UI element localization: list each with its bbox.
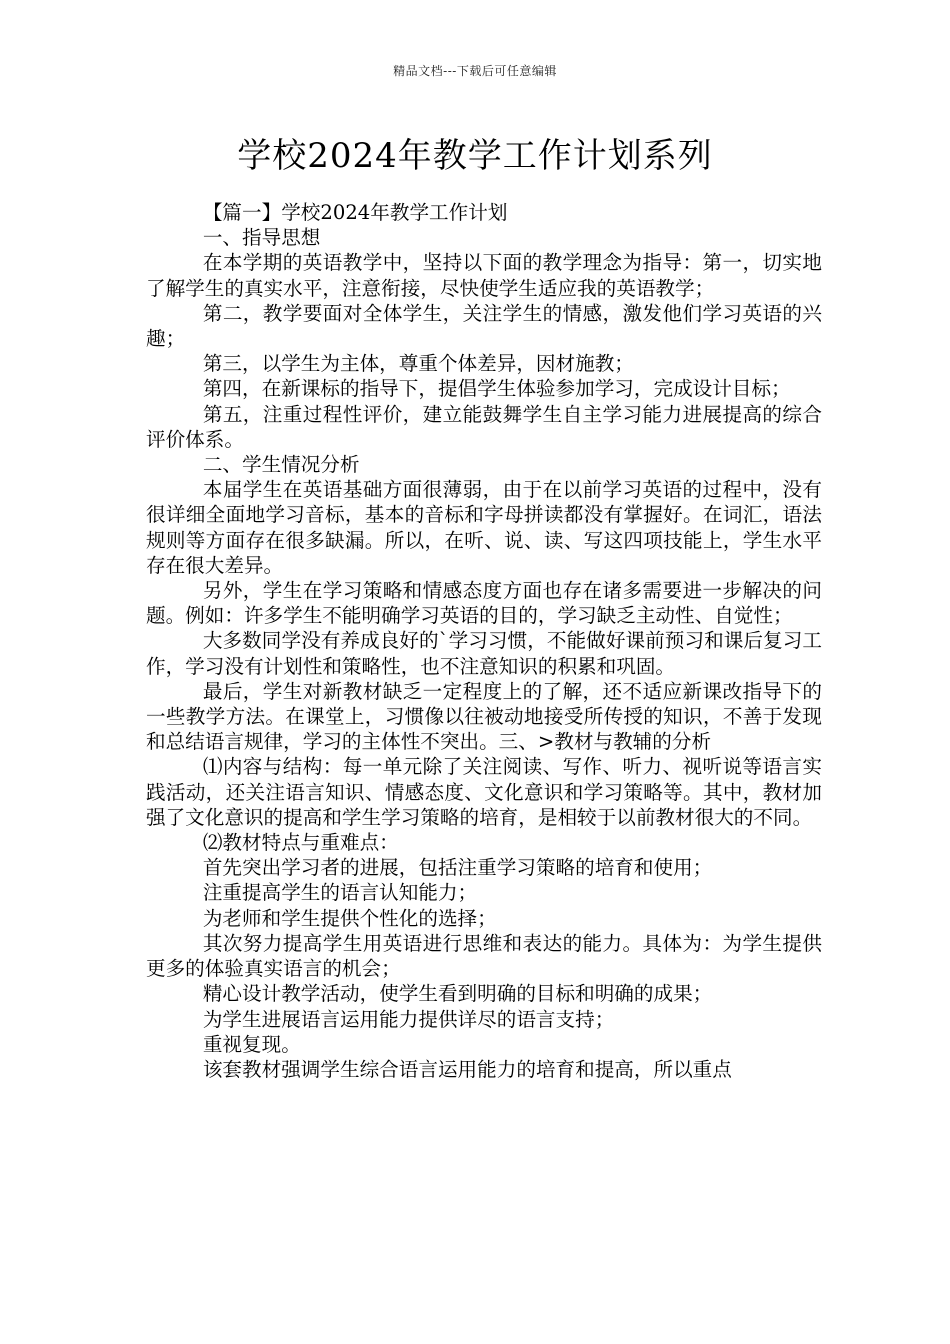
paragraph: 第三，以学生为主体，尊重个体差异，因材施教； [202, 352, 634, 376]
paragraph: 为老师和学生提供个性化的选择； [202, 906, 497, 930]
paragraph: 在本学期的英语教学中，坚持以下面的教学理念为指导：第一，切实地了解学生的真实水平，注意衔接，尽快使学生适应我的英语教学； [146, 251, 822, 300]
paragraph: 最后，学生对新教材缺乏一定程度上的了解，还不适应新课改指导下的一些教学方法。在课堂上，习惯像以往被动地接受所传授的知识，不善于发现和总结语言规律，学习的主体性不突出。三、>教材与教辅的分析 [146, 679, 822, 754]
paragraph: ⑵教材特点与重难点： [202, 831, 399, 855]
paragraph: 其次努力提高学生用英语进行思维和表达的能力。具体为：为学生提供更多的体验真实语言的机会； [146, 931, 822, 981]
paragraph: 第五，注重过程性评价，建立能鼓舞学生自主学习能力进展提高的综合评价体系。 [146, 402, 822, 451]
paragraph: 精心设计教学活动，使学生看到明确的目标和明确的成果； [202, 982, 713, 1006]
paragraph: ⑴内容与结构：每一单元除了关注阅读、写作、听力、视听说等语言实践活动，还关注语言知识、情感态度、文化意识和学习策略等。其中，教材加强了文化意识的提高和学生学习策略的培育，是相较于以前教材很大的不同。 [146, 755, 822, 829]
paragraph: 该套教材强调学生综合语言运用能力的培育和提高，所以重点 [202, 1057, 732, 1081]
page-header: 精品文档---下载后可任意编辑 [393, 64, 557, 78]
paragraph: 第二，教学要面对全体学生，关注学生的情感，激发他们学习英语的兴趣； [146, 301, 822, 351]
paragraph: 大多数同学没有养成良好的`学习习惯，不能做好课前预习和课后复习工作，学习没有计划性和策略性，也不注意知识的积累和巩固。 [146, 629, 822, 678]
paragraph: 首先突出学习者的进展，包括注重学习策略的培育和使用； [202, 856, 713, 880]
paragraph: 第四，在新课标的指导下，提倡学生体验参加学习，完成设计目标； [202, 377, 791, 401]
subheading: 二、学生情况分析 [202, 453, 360, 477]
paragraph: 注重提高学生的语言认知能力； [202, 881, 478, 905]
document-title: 学校2024年教学工作计划系列 [237, 136, 713, 176]
paragraph: 为学生进展语言运用能力提供详尽的语言支持； [202, 1007, 615, 1031]
section-heading: 【篇一】学校2024年教学工作计划 [202, 201, 508, 224]
document-body [146, 200, 822, 1082]
paragraph: 重视复现。 [202, 1032, 301, 1056]
paragraph: 本届学生在英语基础方面很薄弱，由于在以前学习英语的过程中，没有很详细全面地学习音标，基本的音标和字母拼读都没有掌握好。在词汇，语法规则等方面存在很多缺漏。所以，在听、说、读、写这四项技能上，学生水平存在很大差异。 [146, 478, 822, 577]
paragraph: 另外，学生在学习策略和情感态度方面也存在诸多需要进一步解决的问题。例如：许多学生不能明确学习英语的目的，学习缺乏主动性、自觉性； [146, 579, 822, 628]
subheading: 一、指导思想 [202, 226, 321, 250]
